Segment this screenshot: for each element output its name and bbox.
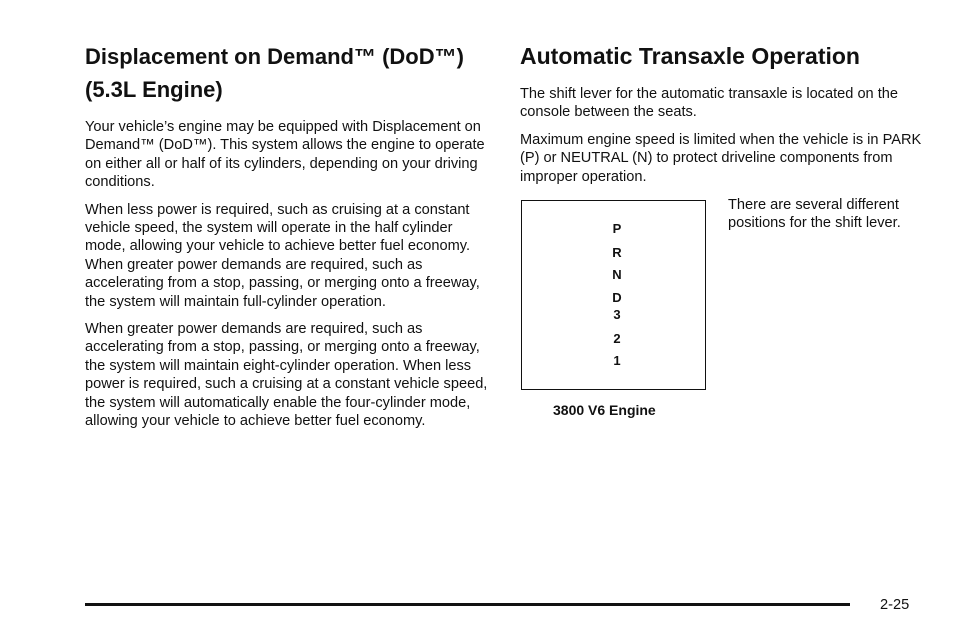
paragraph: Your vehicle’s engine may be equipped with Displacement on Demand™ (DoD™). This system allows the engine to operate on either all or half of its cylinders, depending on your driving conditions. [85, 119, 485, 191]
shift-positions-text: There are several different positions for the shift lever. [728, 197, 901, 232]
gear-d-label: D [612, 290, 622, 305]
heading-line-1: Displacement on Demand™ (DoD™) [85, 44, 464, 69]
paragraph: When greater power demands are required, such as accelerating from a stop, passing, or merging onto a freeway, the system will maintain eight-cylinder operation. When less power is required, such a cruising at a constant vehicle speed, the system will automatically enable the four-cylinder mode, allowing your vehicle to achieve better fuel economy. [85, 321, 488, 430]
figure-caption: 3800 V6 Engine [553, 402, 656, 418]
page-number: 2-25 [880, 597, 910, 613]
paragraph: The shift lever for the automatic transaxle is located on the console between the seats. [520, 86, 899, 121]
paragraph: When less power is required, such as cruising at a constant vehicle speed, the system will operate in the half cylinder mode, allowing your vehicle to achieve better fuel economy. When greater power demands are required, such as accelerating from a stop, passing, or merging onto a freeway, the system will maintain full-cylinder operation. [85, 201, 480, 310]
right-column [520, 40, 930, 186]
gear-p-label: P [612, 221, 622, 236]
gear-3-label: 3 [613, 307, 621, 322]
shift-lever-diagram [521, 200, 706, 390]
left-column [85, 40, 495, 431]
paragraph: Maximum engine speed is limited when the vehicle is in PARK (P) or NEUTRAL (N) to protect driveline components from improper operation. [520, 131, 922, 185]
section-heading-dod [85, 40, 495, 106]
gear-2-label: 2 [613, 331, 621, 346]
gear-n-label: N [612, 267, 622, 282]
gear-1-label: 1 [613, 353, 621, 368]
footer-rule [85, 603, 850, 606]
heading-line-2: (5.3L Engine) [85, 77, 223, 102]
section-heading-transaxle: Automatic Transaxle Operation [520, 43, 860, 69]
gear-r-label: R [612, 245, 622, 260]
